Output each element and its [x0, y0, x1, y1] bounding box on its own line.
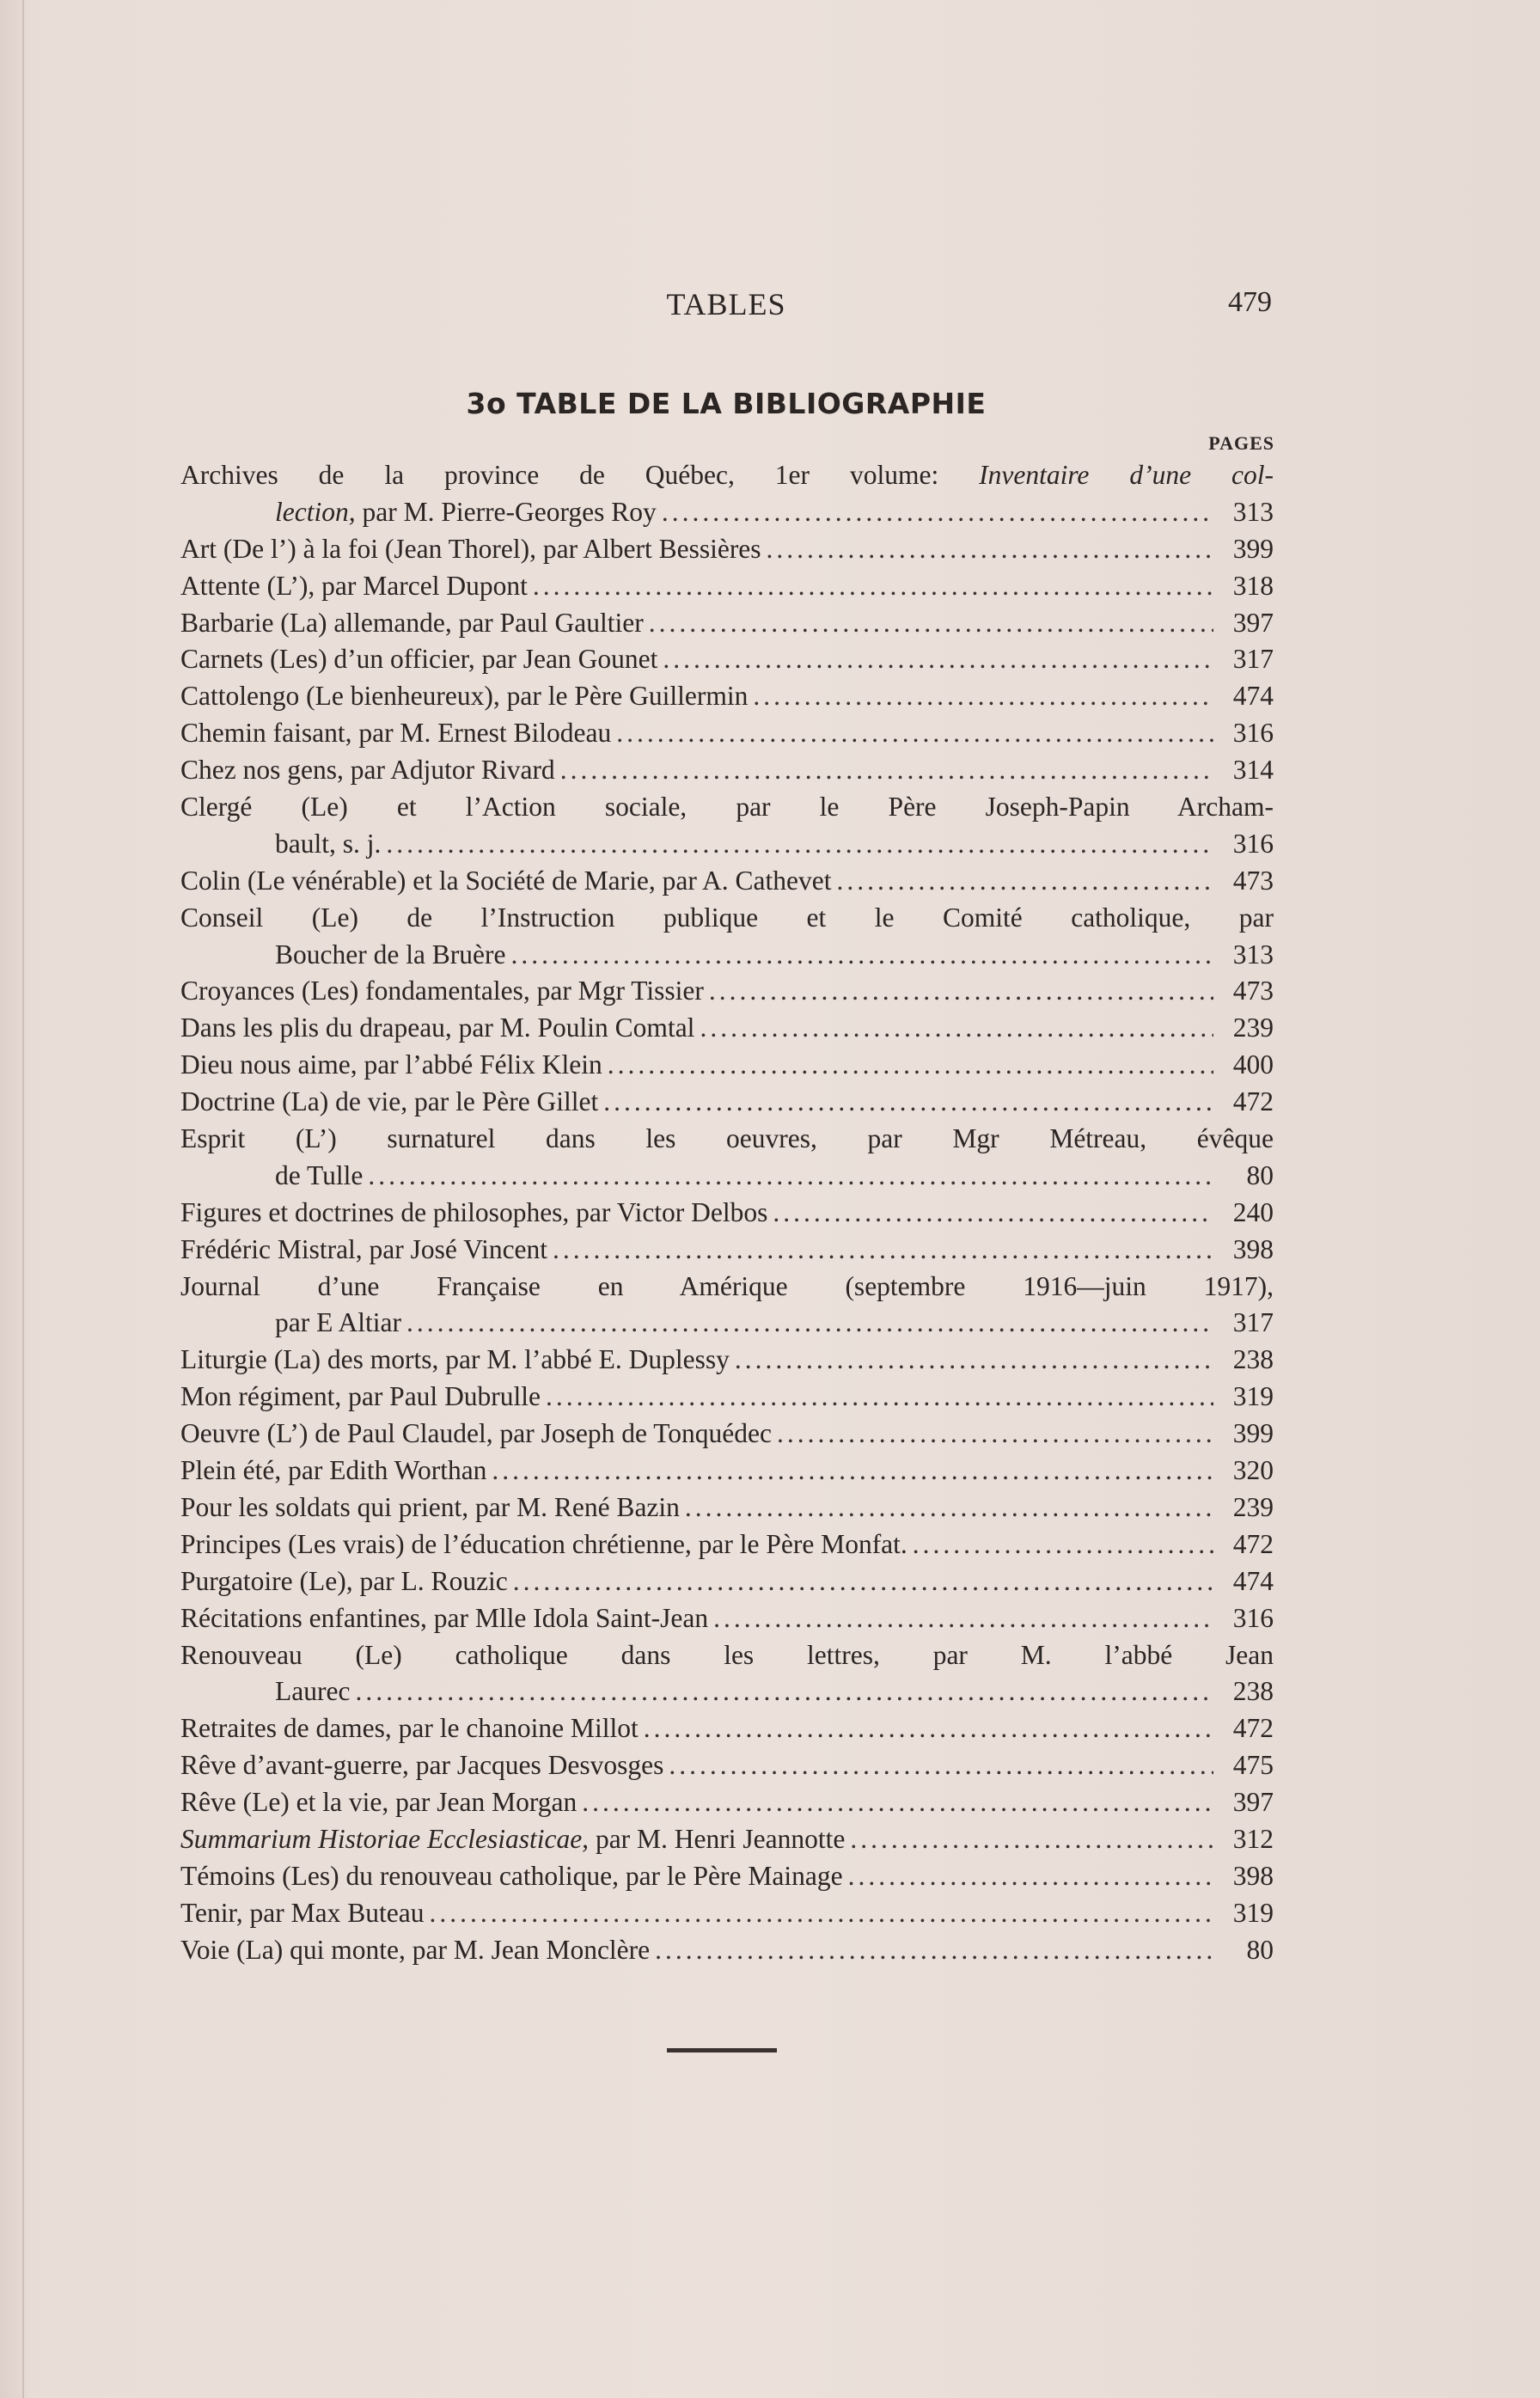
entry-line: Tenir, par Max Buteau ..... 319 [180, 1895, 1274, 1932]
entry-line: Laurec ..... 238 [180, 1673, 1274, 1710]
entry-line: Principes (Les vrais) de l’éducation chrétienne, par le Père Monfat. ..... 472 [180, 1526, 1274, 1563]
dot-leader [406, 1305, 1213, 1342]
entry-line: Summarium Historiae Ecclesiasticae, par M. Henri Jeannotte ..... 312 [180, 1821, 1274, 1858]
entry-page: 316 [1232, 828, 1274, 859]
entry-page: 398 [1232, 1233, 1274, 1264]
entry-line: Retraites de dames, par le chanoine Millot ..... 472 [180, 1710, 1274, 1747]
dot-leader [533, 568, 1213, 605]
dot-leader [655, 1932, 1213, 1969]
dot-leader [777, 1416, 1213, 1453]
entry-line: Témoins (Les) du renouveau catholique, par le Père Mainage ..... 398 [180, 1858, 1274, 1895]
dot-leader [644, 1710, 1213, 1747]
entry-line: Purgatoire (Le), par L. Rouzic ..... 474 [180, 1563, 1274, 1600]
entry-page: 316 [1232, 718, 1274, 749]
dot-leader [663, 641, 1213, 678]
entry-line: de Tulle ..... 80 [180, 1158, 1274, 1195]
dot-leader [546, 1379, 1213, 1416]
entry-line: Barbarie (La) allemande, par Paul Gaultier ..... 397 [180, 605, 1274, 642]
entry-line: par E Altiar ..... 317 [180, 1305, 1274, 1342]
section-title: 3o TABLE DE LA BIBLIOGRAPHIE [466, 387, 987, 420]
entry-page: 313 [1232, 939, 1274, 970]
dot-leader [429, 1895, 1213, 1932]
entry-line: Dieu nous aime, par l’abbé Félix Klein ..... 400 [180, 1047, 1274, 1084]
entry-line: Oeuvre (L’) de Paul Claudel, par Joseph de Tonquédec ..... 399 [180, 1416, 1274, 1453]
entry-page: 319 [1232, 1381, 1274, 1412]
entry-line: Attente (L’), par Marcel Dupont ..... 318 [180, 568, 1274, 605]
dot-leader [685, 1490, 1213, 1526]
entry-page: 472 [1232, 1528, 1274, 1559]
entry-line: Boucher de la Bruère ..... 313 [180, 937, 1274, 974]
dot-leader [735, 1342, 1213, 1379]
bibliography-entries [180, 457, 1274, 1969]
dot-leader [669, 1747, 1213, 1784]
dot-leader [582, 1784, 1213, 1821]
entry-page: 238 [1232, 1676, 1274, 1707]
dot-leader [700, 1010, 1213, 1047]
entry-page: 399 [1232, 533, 1274, 564]
dot-leader [511, 937, 1213, 974]
entry-line: Esprit (L’) surnaturel dans les oeuvres, par Mgr Métreau, évêque [180, 1123, 1274, 1154]
dot-leader [713, 1600, 1213, 1637]
entry-page: 238 [1232, 1344, 1274, 1375]
dot-leader [662, 494, 1213, 531]
entry-page: 474 [1232, 1565, 1274, 1596]
entry-line: Rêve (Le) et la vie, par Jean Morgan ..... 397 [180, 1784, 1274, 1821]
dot-leader [560, 752, 1213, 789]
entry-line: Archives de la province de Québec, 1er volume: Inventaire d’une col- [180, 460, 1274, 490]
entry-page: 317 [1232, 644, 1274, 675]
dot-leader [616, 715, 1213, 752]
dot-leader [492, 1453, 1213, 1490]
dot-leader [649, 605, 1213, 642]
dot-leader [603, 1084, 1213, 1121]
entry-page: 240 [1232, 1196, 1274, 1227]
dot-leader [386, 826, 1213, 863]
entry-line: Voie (La) qui monte, par M. Jean Monclère ..... 80 [180, 1932, 1274, 1969]
entry-line: Dans les plis du drapeau, par M. Poulin Comtal ..... 239 [180, 1010, 1274, 1047]
dot-leader [753, 678, 1213, 715]
entry-line: Liturgie (La) des morts, par M. l’abbé E. Duplessy ..... 238 [180, 1342, 1274, 1379]
entry-line: Conseil (Le) de l’Instruction publique et le Comité catholique, par [180, 902, 1274, 933]
dot-leader [368, 1158, 1213, 1195]
entry-page: 312 [1232, 1823, 1274, 1854]
entry-page: 314 [1232, 755, 1274, 786]
entry-line: Journal d’une Française en Amérique (septembre 1916—juin 1917), [180, 1270, 1274, 1301]
entry-line: Chemin faisant, par M. Ernest Bilodeau ..... 316 [180, 715, 1274, 752]
entry-line: Clergé (Le) et l’Action sociale, par le Père Joseph-Papin Archam- [180, 792, 1274, 823]
entry-page: 472 [1232, 1713, 1274, 1744]
entry-line: Mon régiment, par Paul Dubrulle ..... 319 [180, 1379, 1274, 1416]
entry-page: 80 [1246, 1934, 1274, 1965]
dot-leader [773, 1195, 1213, 1232]
entry-page: 316 [1232, 1602, 1274, 1633]
closing-rule [667, 2048, 777, 2052]
entry-line: Renouveau (Le) catholique dans les lettres, par M. l’abbé Jean [180, 1639, 1274, 1670]
entry-page: 397 [1232, 607, 1274, 638]
dot-leader [913, 1526, 1213, 1563]
dot-leader [608, 1047, 1213, 1084]
entry-line: lection, par M. Pierre-Georges Roy ..... 313 [180, 494, 1274, 531]
entry-page: 474 [1232, 681, 1274, 712]
dot-leader [513, 1563, 1213, 1600]
entry-line: Plein été, par Edith Worthan ..... 320 [180, 1453, 1274, 1490]
entry-line: Doctrine (La) de vie, par le Père Gillet ..... 472 [180, 1084, 1274, 1121]
entry-line: Figures et doctrines de philosophes, par Victor Delbos ..... 240 [180, 1195, 1274, 1232]
entry-page: 239 [1232, 1491, 1274, 1522]
entry-page: 400 [1232, 1049, 1274, 1080]
entry-page: 398 [1232, 1860, 1274, 1891]
entry-page: 319 [1232, 1897, 1274, 1928]
entry-line: Récitations enfantines, par Mlle Idola Saint-Jean ..... 316 [180, 1600, 1274, 1637]
dot-leader [836, 863, 1213, 900]
page-number: 479 [1228, 286, 1272, 318]
entry-line: Pour les soldats qui prient, par M. René Bazin ..... 239 [180, 1490, 1274, 1526]
entry-page: 80 [1246, 1159, 1274, 1190]
page-gutter [22, 0, 24, 2398]
pages-column-label: PAGES [1208, 432, 1274, 454]
entry-page: 397 [1232, 1787, 1274, 1818]
entry-line: bault, s. j. ..... 316 [180, 826, 1274, 863]
dot-leader [709, 973, 1213, 1010]
entry-page: 399 [1232, 1418, 1274, 1449]
running-head [180, 286, 1272, 329]
dot-leader [848, 1858, 1213, 1895]
entry-line: Colin (Le vénérable) et la Société de Marie, par A. Cathevet ..... 473 [180, 863, 1274, 900]
entry-page: 475 [1232, 1750, 1274, 1781]
entry-line: Croyances (Les) fondamentales, par Mgr Tissier ..... 473 [180, 973, 1274, 1010]
entry-page: 473 [1232, 865, 1274, 896]
entry-line: Chez nos gens, par Adjutor Rivard ..... 314 [180, 752, 1274, 789]
entry-line: Frédéric Mistral, par José Vincent ..... 398 [180, 1232, 1274, 1269]
entry-page: 472 [1232, 1086, 1274, 1117]
dot-leader [553, 1232, 1213, 1269]
dot-leader [355, 1673, 1213, 1710]
entry-page: 318 [1232, 570, 1274, 601]
entry-line: Art (De l’) à la foi (Jean Thorel), par Albert Bessières ..... 399 [180, 531, 1274, 568]
dot-leader [767, 531, 1213, 568]
entry-line: Rêve d’avant-guerre, par Jacques Desvosges ..... 475 [180, 1747, 1274, 1784]
entry-line: Carnets (Les) d’un officier, par Jean Gounet ..... 317 [180, 641, 1274, 678]
entry-line: Cattolengo (Le bienheureux), par le Père Guillermin ..... 474 [180, 678, 1274, 715]
entry-page: 239 [1232, 1012, 1274, 1043]
entry-page: 317 [1232, 1307, 1274, 1338]
entry-page: 313 [1232, 496, 1274, 527]
entry-page: 473 [1232, 976, 1274, 1006]
dot-leader [850, 1821, 1213, 1858]
entry-page: 320 [1232, 1455, 1274, 1486]
running-title: TABLES [666, 287, 786, 321]
